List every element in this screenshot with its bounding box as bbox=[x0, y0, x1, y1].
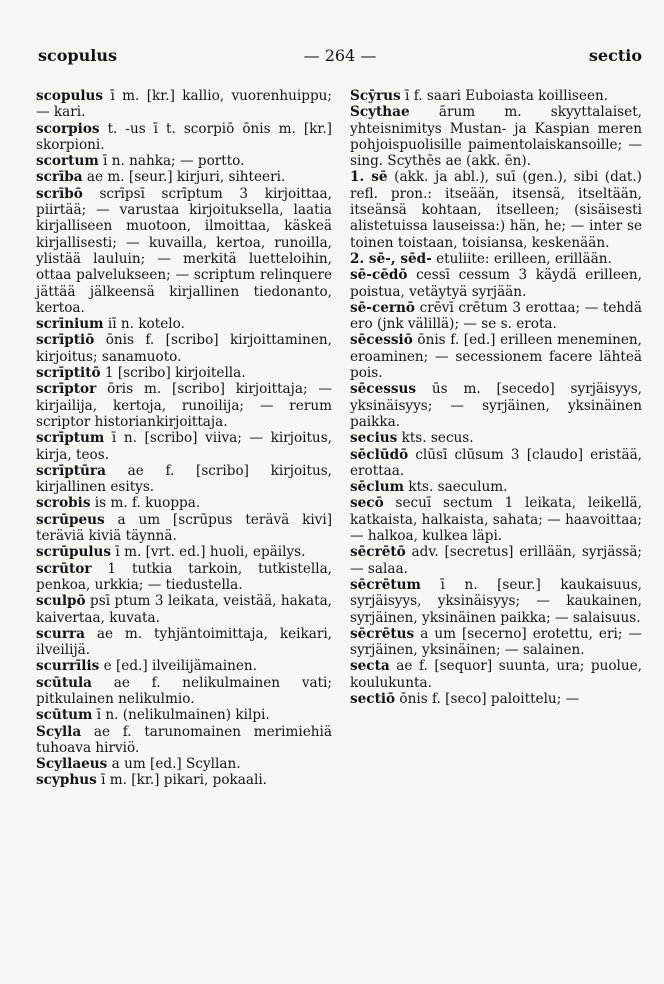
entry-headword: secta bbox=[350, 658, 390, 675]
dictionary-entry bbox=[36, 544, 332, 560]
entry-headword: sēclum bbox=[350, 479, 405, 496]
entry-definition: ae f. nelikulmainen vati; pitkulainen nelikulmio. bbox=[36, 674, 332, 707]
dictionary-entry bbox=[350, 267, 642, 300]
entry-headword: scortum bbox=[36, 153, 99, 170]
entry-headword: scrīptiō bbox=[36, 332, 95, 349]
entry-definition: kts. saeculum. bbox=[404, 479, 508, 496]
entry-definition: ae f. [scribo] kirjoitus, kirjallinen esitys. bbox=[36, 462, 332, 496]
entry-headword: scrīptūra bbox=[36, 462, 106, 479]
dictionary-entry bbox=[350, 381, 642, 430]
entry-definition: ī f. saari Euboiasta koilliseen. bbox=[400, 88, 609, 104]
entry-headword: sēcrētum bbox=[350, 576, 421, 593]
dictionary-entry bbox=[36, 626, 332, 659]
entry-headword: secō bbox=[350, 495, 384, 512]
entry-headword: scrībō bbox=[36, 185, 83, 202]
entry-definition: clūsī clūsum 3 [claudo] eristää, erottaa. bbox=[350, 446, 642, 479]
dictionary-entry bbox=[350, 251, 642, 267]
entry-headword: scrīptitō bbox=[36, 365, 101, 382]
dictionary-entry bbox=[36, 756, 332, 772]
entry-definition: iī n. kotelo. bbox=[103, 316, 185, 333]
dictionary-entry bbox=[350, 658, 642, 691]
dictionary-entry bbox=[36, 593, 332, 626]
entry-definition: ārum m. skyyttalaiset, yhteisnimitys Mustan- ja Kaspian meren pohjoispuolisille paimentolaiskansoille; — sing. Scythēs ae (akk. ēn). bbox=[350, 104, 642, 170]
left-column bbox=[36, 88, 332, 789]
dictionary-entry bbox=[36, 675, 332, 708]
entry-definition: ae f. [sequor] suunta, ura; puolue, koulukunta. bbox=[350, 658, 642, 691]
dictionary-entry bbox=[36, 381, 332, 430]
dictionary-entry bbox=[36, 365, 332, 381]
entry-headword: scrīnium bbox=[36, 316, 104, 333]
entry-headword: scyphus bbox=[36, 772, 97, 789]
entry-headword: scorpios bbox=[36, 120, 100, 137]
entry-definition: ī m. [vrt. ed.] huoli, epäilys. bbox=[111, 544, 306, 561]
entry-headword: Scythae bbox=[350, 104, 410, 121]
entry-definition: ī n. [seur.] kaukaisuus, syrjäisyys, yksinäisyys; — kaukainen, syrjäinen, yksinäinen paikka; — salaisuus. bbox=[350, 576, 642, 626]
dictionary-entry bbox=[350, 104, 642, 169]
header-first-word: scopulus bbox=[38, 46, 117, 65]
entry-headword: scrūpeus bbox=[36, 511, 105, 528]
dictionary-entry bbox=[36, 512, 332, 545]
entry-definition: scrīpsī scrīptum 3 kirjoittaa, piirtää; — varustaa kirjoituksella, laatia kirjalliseen muotoon, ilmoittaa, käskeä kirjallisesti; — kuvailla, kertoa, runoilla, ylistää lauluin; — merkitä luetteloihin, ottaa palvelukseen; — scriptum relinquere jättää jälkeensä kirjallinen tiedonanto, kertoa. bbox=[36, 185, 332, 316]
entry-headword: sēcrētus bbox=[350, 625, 415, 642]
page-header bbox=[38, 46, 642, 70]
entry-definition: t. -us ī t. scorpiō ōnis m. [kr.] skorpioni. bbox=[36, 120, 332, 153]
entry-headword: sculpō bbox=[36, 593, 86, 610]
entry-definition: ae m. tyhjäntoimittaja, keikari, ilveilijä. bbox=[36, 625, 332, 659]
entry-definition: ūs m. [secedo] syrjäisyys, yksinäisyys; — syrjäinen, yksinäinen paikka. bbox=[350, 381, 642, 430]
entry-headword: sē-cēdō bbox=[350, 267, 408, 284]
dictionary-entry bbox=[36, 495, 332, 511]
entry-definition: ōnis f. [scribo] kirjoittaminen, kirjoitus; sanamuoto. bbox=[36, 332, 332, 365]
dictionary-entry bbox=[350, 544, 642, 577]
entry-definition: a um [scrūpus terävä kivi] teräviä kiviä täynnä. bbox=[36, 511, 332, 545]
entry-definition: ae m. [seur.] kirjuri, sihteeri. bbox=[82, 169, 286, 186]
entry-headword: Scȳrus bbox=[350, 88, 401, 104]
dictionary-entry bbox=[36, 658, 332, 674]
entry-definition: secuī sectum 1 leikata, leikellä, katkaista, halkaista, sahata; — haavoittaa; — halkoa, kulkea läpi. bbox=[350, 495, 642, 545]
dictionary-entry bbox=[36, 561, 332, 594]
entry-definition: 1 tutkia tarkoin, tutkistella, penkoa, urkkia; — tiedustella. bbox=[36, 560, 332, 593]
dictionary-entry bbox=[36, 153, 332, 169]
entry-definition: ī n. [scribo] viiva; — kirjoitus, kirja, teos. bbox=[36, 430, 332, 463]
header-last-word: sectio bbox=[588, 46, 642, 65]
entry-definition: (akk. ja abl.), suī (gen.), sibi (dat.) refl. pron.: itseään, itsensä, itseltään, itseänsä kohtaan, itselleen; (sisäisesti alistetuissa lauseissa:) hän, he; — inter se toinen toistaan, toisiansa, keskenään. bbox=[350, 169, 642, 251]
entry-definition: cessī cessum 3 käydä erilleen, poistua, vetäytyä syrjään. bbox=[350, 267, 642, 300]
entry-definition: ōris m. [scribo] kirjoittaja; — kirjailija, kertoja, runoilija; — rerum scriptor historiankirjoittaja. bbox=[36, 381, 332, 430]
entry-headword: 2. sē-, sēd- bbox=[350, 250, 432, 267]
dictionary-entry bbox=[350, 447, 642, 480]
dictionary-entry bbox=[36, 707, 332, 723]
entry-definition: etuliite: erilleen, erillään. bbox=[431, 250, 612, 267]
dictionary-entry bbox=[350, 495, 642, 544]
entry-definition: crēvī crētum 3 erottaa; — tehdä ero (jnk välillä); — se s. erota. bbox=[350, 299, 642, 333]
entry-definition: ōnis f. [seco] paloittelu; — bbox=[395, 690, 580, 707]
entry-definition: adv. [secretus] erillään, syrjässä; — salaa. bbox=[350, 544, 642, 577]
entry-headword: scrobis bbox=[36, 495, 91, 512]
entry-headword: scūtum bbox=[36, 707, 93, 724]
dictionary-entry bbox=[350, 332, 642, 381]
entry-headword: sectiō bbox=[350, 690, 396, 707]
entry-headword: scrūtor bbox=[36, 560, 92, 577]
dictionary-entry bbox=[350, 577, 642, 626]
dictionary-entry bbox=[350, 691, 642, 707]
entry-headword: scrība bbox=[36, 169, 83, 186]
dictionary-entry bbox=[36, 724, 332, 757]
entry-headword: sēcrētō bbox=[350, 544, 406, 561]
dictionary-entry bbox=[350, 300, 642, 333]
entry-headword: scurra bbox=[36, 625, 85, 642]
entry-definition: psī ptum 3 leikata, veistää, hakata, kaivertaa, kuvata. bbox=[36, 593, 332, 626]
entry-headword: scrīptum bbox=[36, 430, 105, 447]
page-number: — 264 — bbox=[303, 46, 377, 65]
entry-definition: 1 [scribo] kirjoitella. bbox=[100, 365, 246, 382]
dictionary-entry bbox=[36, 332, 332, 365]
entry-definition: a um [secerno] erotettu, eri; — syrjäinen, yksinäinen; — salainen. bbox=[350, 625, 642, 659]
entry-definition: ōnis f. [ed.] erilleen meneminen, eroaminen; — secessionem facere lähteä pois. bbox=[350, 332, 642, 382]
entry-definition: kts. secus. bbox=[397, 430, 474, 447]
dictionary-entry bbox=[36, 186, 332, 316]
entry-headword: scrūpulus bbox=[36, 544, 112, 561]
dictionary-entry bbox=[36, 463, 332, 496]
entry-definition: e [ed.] ilveilijämainen. bbox=[99, 658, 257, 675]
entry-headword: sēcessus bbox=[350, 381, 417, 398]
entry-headword: 1. sē bbox=[350, 169, 388, 186]
entry-definition: ī n. (nelikulmainen) kilpi. bbox=[92, 707, 270, 724]
dictionary-entry bbox=[36, 316, 332, 332]
entry-definition: ī m. [kr.] pikari, pokaali. bbox=[96, 772, 268, 789]
entry-headword: sēcessiō bbox=[350, 332, 413, 349]
entry-headword: scurrīlis bbox=[36, 658, 100, 675]
dictionary-entry bbox=[350, 479, 642, 495]
entry-definition: a um [ed.] Scyllan. bbox=[107, 756, 241, 773]
entry-headword: scrīptor bbox=[36, 381, 97, 398]
dictionary-entry bbox=[36, 88, 332, 121]
entry-definition: is m. f. kuoppa. bbox=[90, 495, 201, 512]
entry-headword: Scyllaeus bbox=[36, 756, 108, 773]
entry-headword: sē-cernō bbox=[350, 299, 415, 316]
right-column bbox=[350, 88, 642, 707]
entry-definition: ī n. nahka; — portto. bbox=[98, 153, 245, 170]
dictionary-entry bbox=[350, 169, 642, 250]
dictionary-entry bbox=[36, 772, 332, 788]
dictionary-entry bbox=[350, 430, 642, 446]
dictionary-entry bbox=[36, 121, 332, 154]
entry-headword: scūtula bbox=[36, 674, 92, 691]
entry-headword: secius bbox=[350, 430, 398, 447]
entry-headword: Scylla bbox=[36, 723, 82, 740]
dictionary-entry bbox=[36, 430, 332, 463]
entry-headword: sēclūdō bbox=[350, 446, 409, 463]
entry-definition: ī m. [kr.] kallio, vuorenhuippu; — kari. bbox=[36, 88, 332, 121]
dictionary-entry bbox=[350, 88, 642, 104]
entry-definition: ae f. tarunomainen merimiehiä tuhoava hirviö. bbox=[36, 723, 332, 756]
dictionary-entry bbox=[350, 626, 642, 659]
entry-headword: scopulus bbox=[36, 88, 104, 104]
dictionary-entry bbox=[36, 169, 332, 185]
